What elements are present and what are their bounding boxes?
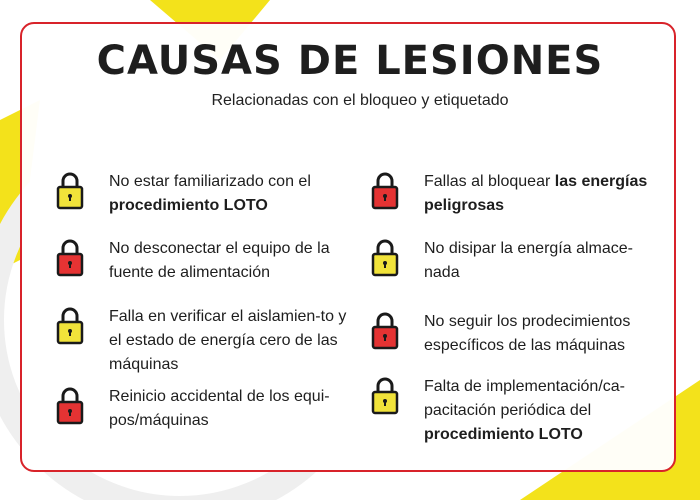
item-text: Falla en verificar el aislamien-to y el estado de energía cero de las máquinas: [109, 308, 347, 373]
item-text: Falta de implementación/ca-pacitación periódica del procedimiento LOTO: [424, 378, 625, 443]
item-text: No estar familiarizado con el procedimiento LOTO: [109, 173, 311, 214]
padlock-yellow-icon: [55, 170, 85, 210]
item-text: No disipar la energía almace-nada: [424, 240, 633, 281]
list-item: [370, 237, 664, 285]
padlock-red-icon: [370, 310, 400, 350]
page-title: CAUSAS DE LESIONES: [96, 38, 604, 84]
page-subtitle: Relacionadas con el bloqueo y etiquetado: [211, 92, 509, 109]
item-text: Fallas al bloquear las energías peligrosas: [424, 173, 648, 214]
list-item: [370, 375, 659, 447]
padlock-yellow-icon: [55, 305, 85, 345]
padlock-yellow-icon: [370, 237, 400, 277]
padlock-yellow-icon: [370, 375, 400, 415]
item-text: No seguir los prodecimientos específicos de las máquinas: [424, 313, 631, 354]
list-item: [55, 237, 344, 285]
list-item: [55, 385, 354, 433]
list-item: [370, 310, 664, 358]
list-item: [370, 170, 674, 218]
padlock-red-icon: [55, 237, 85, 277]
item-text: No desconectar el equipo de la fuente de alimentación: [109, 240, 330, 281]
padlock-red-icon: [55, 385, 85, 425]
item-text: Reinicio accidental de los equi-pos/máquinas: [109, 388, 330, 429]
list-item: [55, 170, 349, 218]
padlock-red-icon: [370, 170, 400, 210]
list-item: [55, 305, 349, 377]
